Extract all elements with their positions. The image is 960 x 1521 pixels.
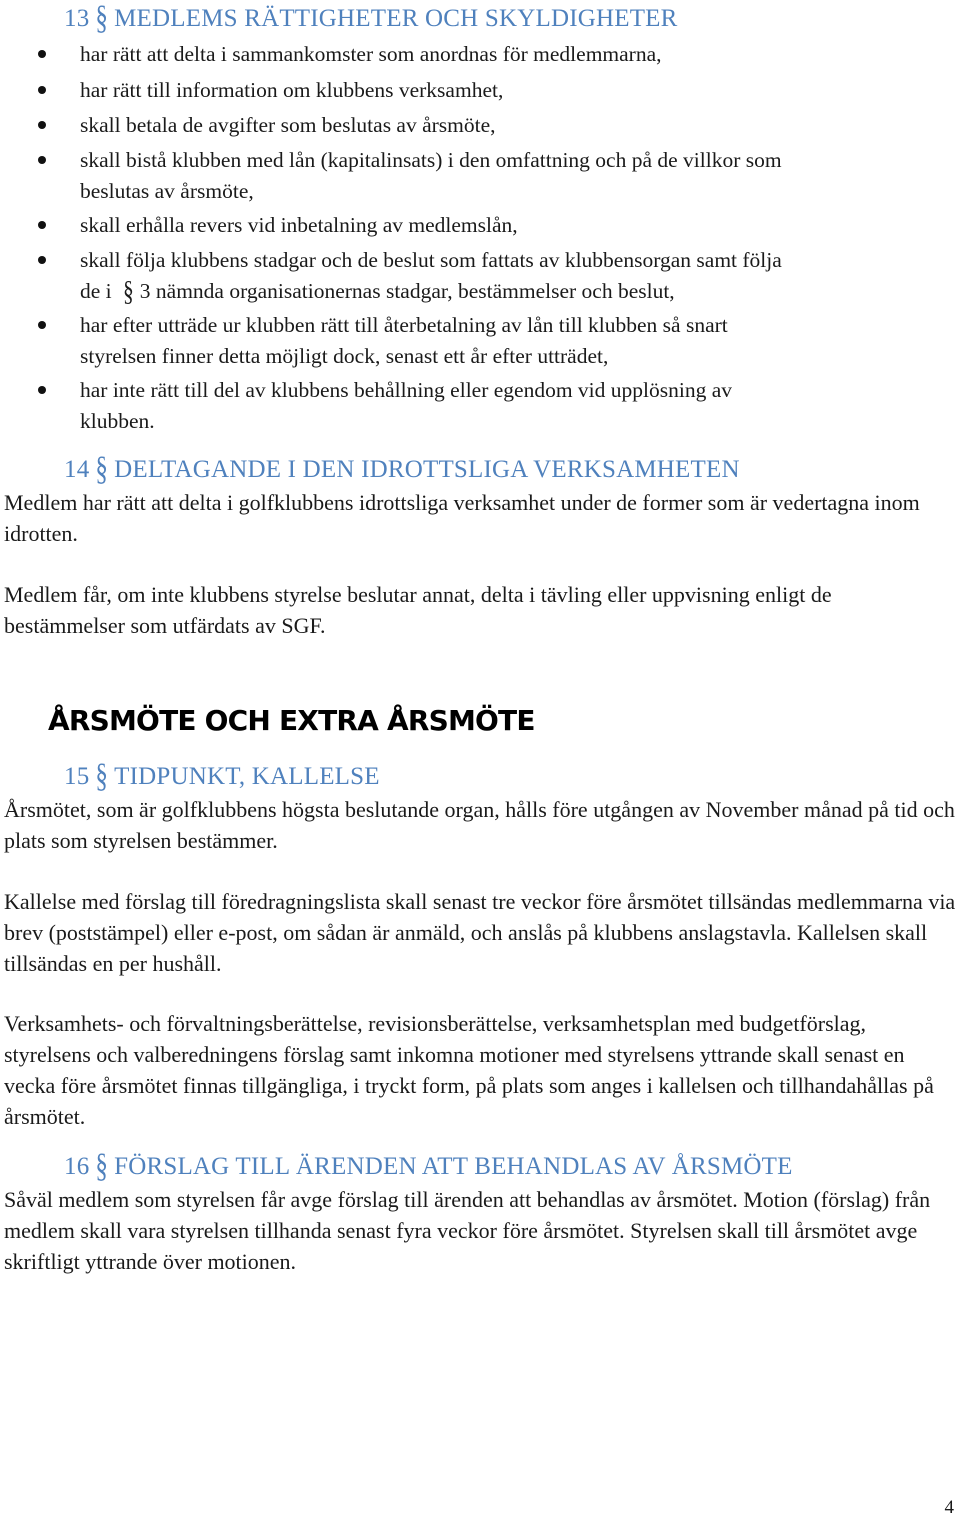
- bullet-icon: [38, 121, 46, 129]
- section-15-heading: [64, 758, 380, 795]
- section-16-heading: [64, 1148, 793, 1185]
- section-title: DELTAGANDE I DEN IDROTTSLIGA VERKSAMHETEN: [114, 456, 740, 483]
- list-item: skall bistå klubben med lån (kapitalinsats) i den omfattning och på de villkor som beslutas av årsmöte,: [80, 148, 782, 203]
- section-14-heading: [64, 451, 740, 488]
- bullet-icon: [38, 86, 46, 94]
- list-item: har rätt att delta i sammankomster som anordnas för medlemmarna,: [80, 42, 662, 66]
- paragraph: Verksamhets- och förvaltningsberättelse, revisionsberättelse, verksamhetsplan med budgetförslag, styrelsens och valberedningens förslag samt inkomna motioner med styrelsens yttrande skall senast en vecka före årsmötet finnas tillgängliga, i tryckt form, på plats som anges i kallelsen och tillhandahållas på årsmötet.: [4, 1011, 934, 1129]
- page-number: 4: [944, 1497, 954, 1518]
- bullet-icon: [38, 156, 46, 164]
- paragraph-sign: §: [95, 0, 109, 37]
- paragraph-sign: §: [123, 274, 134, 308]
- list-item: har efter utträde ur klubben rätt till återbetalning av lån till klubben så snart styrelsen finner detta möjligt dock, senast ett år efter utträdet,: [80, 313, 728, 368]
- bullet-icon: [38, 321, 46, 329]
- paragraph: Årsmötet, som är golfklubbens högsta beslutande organ, hålls före utgången av November månad på tid och plats som styrelsen bestämmer.: [4, 797, 955, 853]
- section-title: TIDPUNKT, KALLELSE: [114, 763, 380, 790]
- bullet-icon: [38, 221, 46, 229]
- section-number: 14: [64, 456, 90, 483]
- paragraph: Kallelse med förslag till föredragningslista skall senast tre veckor före årsmötet tillsändas medlemmarna via brev (poststämpel) eller e-post, om sådan är anmäld, och anslås på klubbens anslagstavla. Kallelsen skall tillsändas en per hushåll.: [4, 889, 956, 976]
- section-number: 15: [64, 763, 90, 790]
- paragraph: Medlem har rätt att delta i golfklubbens idrottsliga verksamhet under de former som är vedertagna inom idrotten.: [4, 490, 920, 546]
- section-13-heading: [64, 0, 678, 37]
- paragraph-sign: §: [95, 451, 109, 488]
- list-item: skall betala de avgifter som beslutas av årsmöte,: [80, 113, 496, 137]
- chapter-title: ÅRSMÖTE OCH EXTRA ÅRSMÖTE: [48, 704, 535, 737]
- paragraph-sign: §: [95, 758, 109, 795]
- list-item: skall erhålla revers vid inbetalning av medlemslån,: [80, 213, 518, 237]
- paragraph-sign: §: [95, 1148, 109, 1185]
- section-number: 13: [64, 5, 90, 32]
- paragraph: Såväl medlem som styrelsen får avge förslag till ärenden att behandlas av årsmötet. Motion (förslag) från medlem skall vara styrelsen tillhanda senast fyra veckor före årsmötet. Styrelsen skall till årsmötet avge skriftligt yttrande över motionen.: [4, 1187, 931, 1274]
- bullet-icon: [38, 386, 46, 394]
- section-title: MEDLEMS RÄTTIGHETER OCH SKYLDIGHETER: [114, 5, 678, 32]
- list-item: har rätt till information om klubbens verksamhet,: [80, 78, 504, 102]
- bullet-icon: [38, 50, 46, 58]
- paragraph: Medlem får, om inte klubbens styrelse beslutar annat, delta i tävling eller uppvisning enligt de bestämmelser som utfärdats av SGF.: [4, 582, 832, 638]
- list-item: har inte rätt till del av klubbens behållning eller egendom vid upplösning av klubben.: [80, 378, 733, 433]
- bullet-icon: [38, 256, 46, 264]
- section-number: 16: [64, 1153, 90, 1180]
- list-item: skall följa klubbens stadgar och de beslut som fattats av klubbensorgan samt följa de i § 3 nämnda organisationernas stadgar, bestämmelser och beslut,: [80, 245, 950, 307]
- section-title: FÖRSLAG TILL ÄRENDEN ATT BEHANDLAS AV ÅRSMÖTE: [114, 1153, 793, 1180]
